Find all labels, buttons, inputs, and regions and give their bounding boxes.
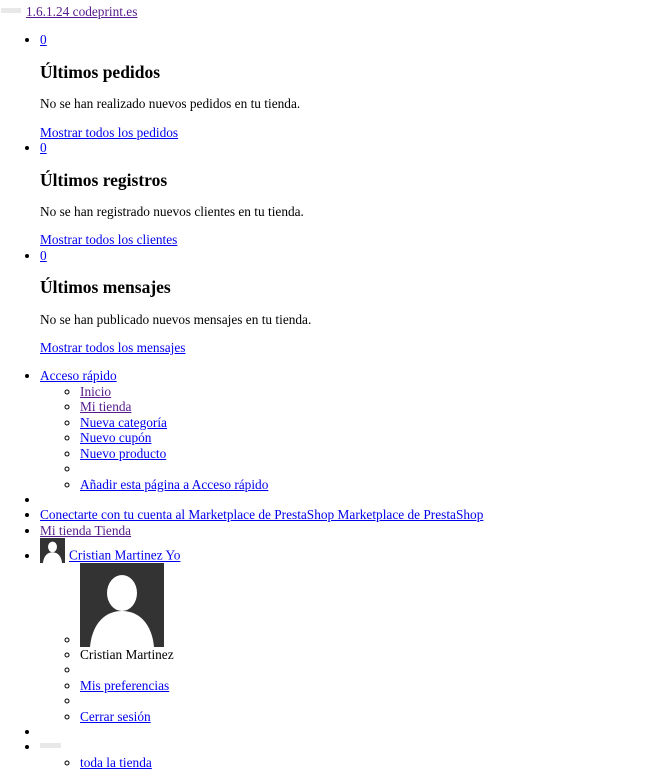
employee-avatar-item	[80, 563, 665, 647]
search-scope-item-all[interactable]	[80, 755, 665, 770]
user-avatar-large-image-icon	[80, 563, 164, 647]
quick-access-link-nuevo-producto[interactable]: Nuevo producto	[80, 445, 167, 461]
notifications-list	[0, 32, 665, 355]
nav-item-shop[interactable]	[40, 523, 665, 538]
quick-access-link-nuevo-cupon[interactable]: Nuevo cupón	[80, 430, 152, 446]
user-avatar-image-icon	[40, 538, 65, 563]
quick-access-link-inicio[interactable]: Inicio	[80, 383, 112, 399]
quick-access-sublist	[40, 384, 665, 492]
employee-divider-2	[80, 693, 665, 708]
quick-access-menu[interactable]	[40, 368, 665, 492]
nav-spacer	[40, 492, 665, 507]
employee-menu-link[interactable]: Cristian Martinez Yo	[69, 547, 181, 563]
search-area[interactable]	[40, 739, 665, 770]
orders-empty-message: No se han realizado nuevos pedidos en tu tienda.	[40, 96, 301, 112]
messages-badge-count[interactable]: 0	[40, 247, 47, 263]
orders-badge-count[interactable]: 0	[40, 32, 47, 48]
quick-access-item-add-page[interactable]	[80, 477, 665, 492]
quick-access-add-page-link[interactable]: Añadir esta página a Acceso rápido	[80, 476, 269, 492]
quick-access-item-inicio[interactable]	[80, 384, 665, 399]
customers-badge-count[interactable]: 0	[40, 140, 47, 156]
customers-show-all-link[interactable]: Mostrar todos los clientes	[40, 232, 178, 248]
quick-access-link-nueva-categoria[interactable]: Nueva categoría	[80, 414, 167, 430]
shop-link[interactable]: Mi tienda Tienda	[40, 522, 132, 538]
quick-access-item-nueva-categoria[interactable]	[80, 415, 665, 430]
notification-item-customers	[40, 140, 665, 248]
quick-access-divider	[80, 461, 665, 476]
header-nav-list	[0, 368, 665, 770]
employee-divider-1	[80, 662, 665, 677]
marketplace-link[interactable]: Conectarte con tu cuenta al Marketplace de PrestaShop Marketplace de PrestaShop	[40, 507, 484, 523]
messages-panel-title: Últimos mensajes	[40, 277, 171, 298]
quick-access-label[interactable]: Acceso rápido	[40, 368, 117, 384]
notification-item-orders	[40, 32, 665, 140]
employee-item-preferences[interactable]	[80, 678, 665, 693]
employee-logout-link[interactable]: Cerrar sesión	[80, 708, 151, 724]
nav-spacer-2	[40, 724, 665, 739]
employee-preferences-link[interactable]: Mis preferencias	[80, 677, 170, 693]
search-scope-list	[40, 755, 665, 770]
quick-access-item-nuevo-producto[interactable]	[80, 446, 665, 461]
nav-item-employee-menu[interactable]	[40, 538, 665, 724]
orders-show-all-link[interactable]: Mostrar todos los pedidos	[40, 124, 179, 140]
version-link[interactable]: 1.6.1.24 codeprint.es	[26, 4, 138, 19]
nav-item-marketplace[interactable]	[40, 507, 665, 522]
logo-image-placeholder-icon	[1, 8, 21, 13]
employee-sublist	[40, 563, 665, 724]
employee-item-logout[interactable]	[80, 709, 665, 724]
messages-empty-message: No se han publicado nuevos mensajes en tu tienda.	[40, 311, 312, 327]
quick-access-link-mi-tienda[interactable]: Mi tienda	[80, 399, 132, 415]
header-version-line	[0, 0, 665, 19]
quick-access-item-nuevo-cupon[interactable]	[80, 430, 665, 445]
customers-empty-message: No se han registrado nuevos clientes en tu tienda.	[40, 203, 304, 219]
customers-panel-title: Últimos registros	[40, 169, 168, 190]
search-scope-link-all[interactable]: toda la tienda	[80, 754, 152, 770]
quick-access-item-mi-tienda[interactable]	[80, 399, 665, 414]
employee-name: ◦ Cristian Martinez	[80, 647, 665, 662]
orders-panel-title: Últimos pedidos	[40, 61, 161, 82]
search-input-placeholder-icon[interactable]	[40, 743, 61, 748]
messages-show-all-link[interactable]: Mostrar todos los mensajes	[40, 339, 186, 355]
notification-item-messages	[40, 248, 665, 356]
